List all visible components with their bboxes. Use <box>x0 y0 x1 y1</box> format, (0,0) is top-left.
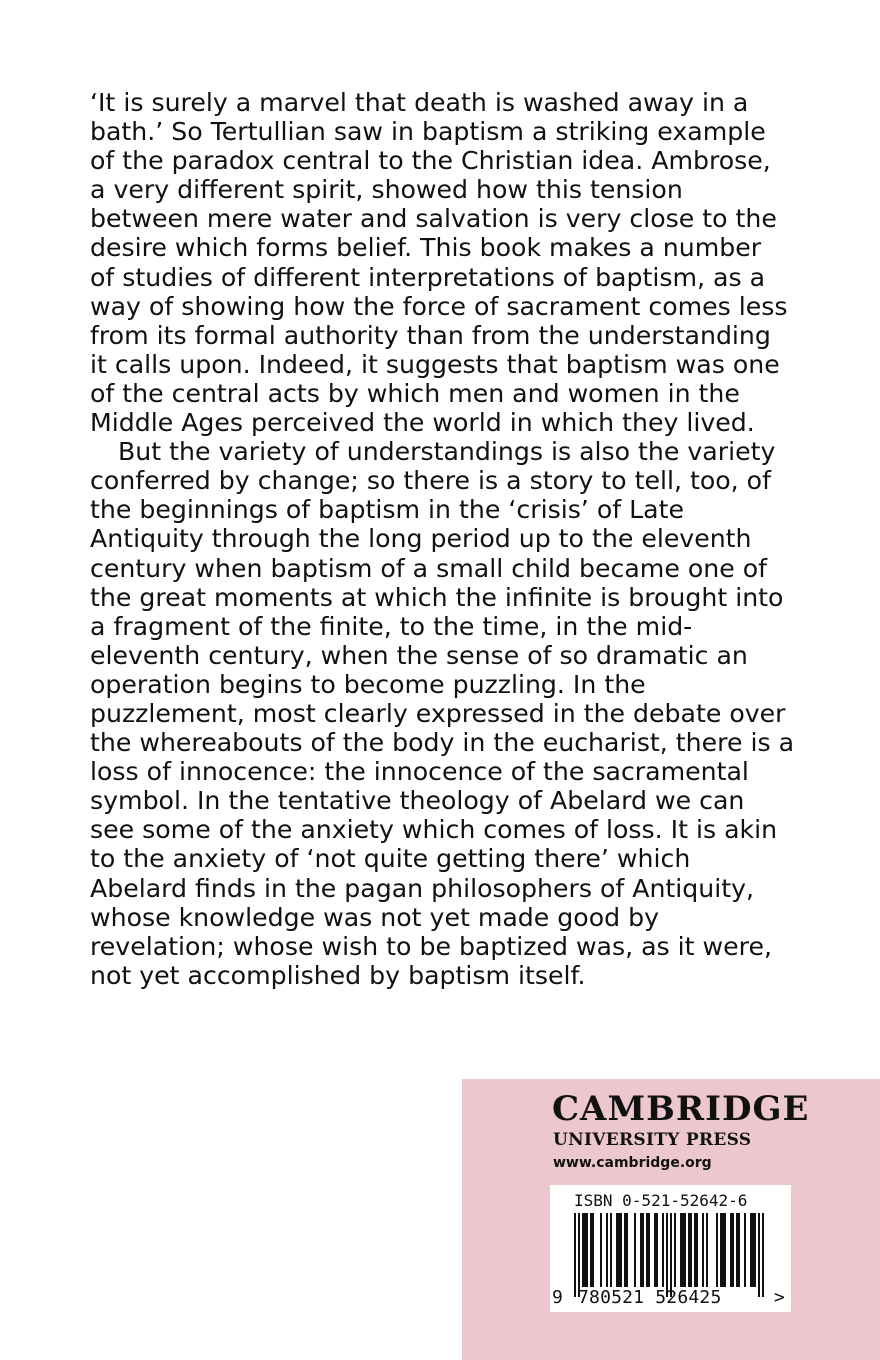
blurb-line: of the paradox central to the Christian idea. Ambrose, <box>90 146 771 176</box>
isbn-label: ISBN 0-521-52642-6 <box>574 1191 748 1210</box>
barcode-bar <box>758 1213 760 1297</box>
blurb-line: conferred by change; so there is a story to tell, too, of <box>90 466 771 496</box>
barcode-bar <box>744 1213 746 1287</box>
barcode-bar <box>706 1213 708 1287</box>
blurb-line: symbol. In the tentative theology of Abelard we can <box>90 786 745 816</box>
barcode-bar <box>688 1213 690 1287</box>
blurb-line: Abelard finds in the pagan philosophers of Antiquity, <box>90 873 755 903</box>
blurb-paragraph-1 <box>90 88 790 437</box>
barcode-bar <box>590 1213 592 1287</box>
barcode-bar <box>754 1213 756 1287</box>
blurb-line: loss of innocence: the innocence of the sacramental <box>90 757 749 787</box>
barcode-bar <box>738 1213 740 1287</box>
blurb-line: to the anxiety of ‘not quite getting there’ which <box>90 844 691 874</box>
blurb-line: a very different spirit, showed how this tension <box>90 175 683 205</box>
barcode-bar <box>574 1213 576 1297</box>
ean-remaining-digits: 780521 526425 <box>578 1287 722 1308</box>
back-cover-blurb <box>90 88 795 990</box>
blurb-line: the great moments at which the infinite is brought into <box>90 582 784 612</box>
barcode-bar <box>620 1213 622 1287</box>
barcode-bar <box>694 1213 696 1287</box>
barcode-bar <box>640 1213 642 1287</box>
barcode-bar <box>730 1213 732 1287</box>
barcode-bar <box>600 1213 602 1287</box>
barcode-bar <box>626 1213 628 1287</box>
barcode-bar <box>654 1213 656 1287</box>
barcode-bar <box>724 1213 726 1287</box>
barcode-bar <box>722 1213 724 1287</box>
ean-first-digit: 9 <box>552 1287 563 1308</box>
barcode-bar <box>634 1213 636 1287</box>
barcode-bar <box>618 1213 620 1287</box>
barcode-bar <box>682 1213 684 1287</box>
barcode-bar <box>578 1213 580 1297</box>
blurb-line: revelation; whose wish to be baptized was, as it were, <box>90 931 772 961</box>
blurb-line: see some of the anxiety which comes of loss. It is akin <box>90 815 778 845</box>
blurb-line: century when baptism of a small child became one of <box>90 553 767 583</box>
blurb-line: Middle Ages perceived the world in which they lived. <box>90 408 755 438</box>
barcode-bar <box>610 1213 612 1287</box>
blurb-line: desire which forms belief. This book makes a number <box>90 233 762 263</box>
publisher-name: CAMBRIDGE <box>552 1089 810 1129</box>
blurb-line: whose knowledge was not yet made good by <box>90 902 659 932</box>
barcode-bar <box>674 1213 676 1287</box>
blurb-paragraph-2 <box>90 437 795 990</box>
barcode-bar <box>642 1213 644 1287</box>
blurb-line: it calls upon. Indeed, it suggests that baptism was one <box>90 349 780 379</box>
barcode-bar <box>690 1213 692 1287</box>
barcode-bar <box>584 1213 586 1287</box>
blurb-line: But the variety of understandings is also the variety <box>118 437 776 467</box>
publisher-url: www.cambridge.org <box>553 1155 712 1171</box>
blurb-line: the beginnings of baptism in the ‘crisis’ of Late <box>90 495 684 525</box>
barcode-bar <box>670 1213 672 1297</box>
blurb-line: way of showing how the force of sacrament comes less <box>90 291 788 321</box>
barcode-bar <box>586 1213 588 1287</box>
barcode-bar <box>716 1213 718 1287</box>
publisher-block <box>462 1079 880 1360</box>
blurb-line: Antiquity through the long period up to the eleventh <box>90 524 752 554</box>
barcode-bar <box>648 1213 650 1287</box>
barcode-bar <box>736 1213 738 1287</box>
blurb-line: ‘It is surely a marvel that death is washed away in a <box>90 88 749 117</box>
blurb-line: the whereabouts of the body in the eucharist, there is a <box>90 728 795 758</box>
barcode-bar <box>680 1213 682 1287</box>
barcode-bar <box>646 1213 648 1287</box>
barcode-bar <box>696 1213 698 1287</box>
barcode-bar <box>702 1213 704 1287</box>
barcode-bar <box>732 1213 734 1287</box>
barcode-bar <box>616 1213 618 1287</box>
blurb-line: not yet accomplished by baptism itself. <box>90 960 586 990</box>
barcode-bar <box>666 1213 668 1297</box>
barcode-bar <box>684 1213 686 1287</box>
blurb-line: between mere water and salvation is very close to the <box>90 204 777 234</box>
barcode-bar <box>662 1213 664 1287</box>
barcode-bar <box>762 1213 764 1297</box>
publisher-subname: UNIVERSITY PRESS <box>553 1130 752 1150</box>
ean-arrow: > <box>774 1287 785 1308</box>
barcode-bar <box>752 1213 754 1287</box>
barcode-bar <box>624 1213 626 1287</box>
blurb-line: eleventh century, when the sense of so dramatic an <box>90 640 748 670</box>
barcode-bar <box>720 1213 722 1287</box>
barcode-bar <box>606 1213 608 1287</box>
blurb-line: of studies of different interpretations of baptism, as a <box>90 262 766 292</box>
barcode-bar <box>750 1213 752 1287</box>
blurb-line: of the central acts by which men and women in the <box>90 378 740 408</box>
barcode-bar <box>582 1213 584 1287</box>
blurb-line: bath.’ So Tertullian saw in baptism a striking example <box>90 117 766 147</box>
blurb-line: puzzlement, most clearly expressed in the debate over <box>90 698 786 728</box>
blurb-line: operation begins to become puzzling. In the <box>90 669 646 699</box>
barcode-bar <box>656 1213 658 1287</box>
blurb-line: a fragment of the finite, to the time, in the mid- <box>90 611 693 641</box>
blurb-line: from its formal authority than from the understanding <box>90 320 771 350</box>
barcode-box <box>550 1185 791 1312</box>
barcode-bar <box>592 1213 594 1287</box>
